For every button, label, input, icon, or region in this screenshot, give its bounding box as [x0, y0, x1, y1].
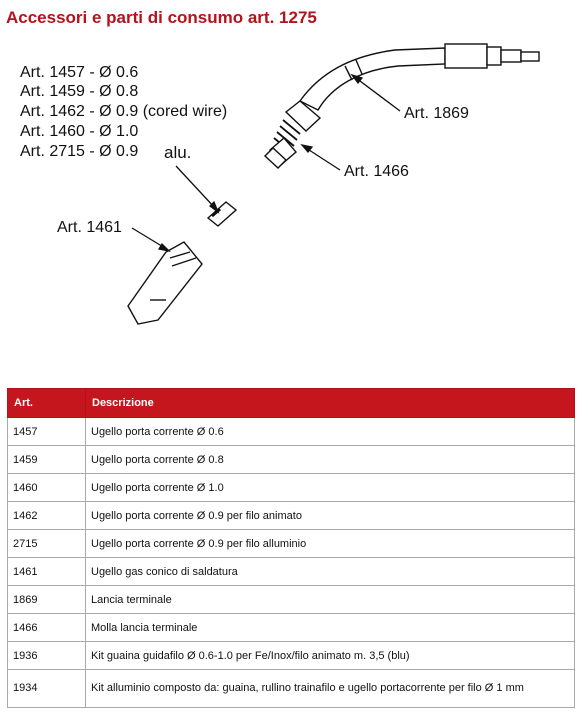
- list-item-2715: Art. 2715 - Ø 0.9: [20, 143, 139, 160]
- cell-art: 1457: [8, 418, 86, 446]
- list-item-1459: Art. 1459 - Ø 0.8: [20, 83, 139, 100]
- cell-descrizione: Ugello porta corrente Ø 0.9 per filo alluminio: [86, 530, 575, 558]
- cell-descrizione: Kit guaina guidafilo Ø 0.6-1.0 per Fe/Inox/filo animato m. 3,5 (blu): [86, 642, 575, 670]
- parts-diagram: [0, 38, 583, 368]
- cell-descrizione: Molla lancia terminale: [86, 614, 575, 642]
- cell-descrizione: Ugello porta corrente Ø 1.0: [86, 474, 575, 502]
- table-row: [8, 446, 575, 474]
- cell-art: 1869: [8, 586, 86, 614]
- label-1869: Art. 1869: [404, 105, 469, 122]
- table-row: [8, 502, 575, 530]
- leader-1869: [356, 78, 400, 111]
- table-row: [8, 670, 575, 708]
- table-row: [8, 474, 575, 502]
- cell-descrizione: Ugello porta corrente Ø 0.9 per filo animato: [86, 502, 575, 530]
- cell-descrizione: Ugello porta corrente Ø 0.8: [86, 446, 575, 474]
- cell-art: 2715: [8, 530, 86, 558]
- page-title: Accessori e parti di consumo art. 1275: [6, 8, 317, 27]
- list-item-1462: Art. 1462 - Ø 0.9 (cored wire): [20, 103, 228, 120]
- cell-descrizione: Ugello porta corrente Ø 0.6: [86, 418, 575, 446]
- table-row: [8, 614, 575, 642]
- cell-art: 1936: [8, 642, 86, 670]
- leader-2715: [176, 166, 215, 208]
- cell-art: 1461: [8, 558, 86, 586]
- cell-descrizione: Kit alluminio composto da: guaina, rullino trainafilo e ugello portacorrente per filo Ø 1 mm: [86, 670, 575, 708]
- cell-descrizione: Ugello gas conico di saldatura: [86, 558, 575, 586]
- cell-art: 1462: [8, 502, 86, 530]
- parts-table: [7, 388, 575, 708]
- table-header-row: [8, 389, 575, 418]
- leader-1461: [132, 228, 165, 248]
- list-item-1460: Art. 1460 - Ø 1.0: [20, 123, 139, 140]
- cell-art: 1466: [8, 614, 86, 642]
- cell-art: 1459: [8, 446, 86, 474]
- cell-art: 1934: [8, 670, 86, 708]
- table-row: [8, 642, 575, 670]
- cell-descrizione: Lancia terminale: [86, 586, 575, 614]
- list-item-1457: Art. 1457 - Ø 0.6: [20, 64, 139, 81]
- table-row: [8, 530, 575, 558]
- table-row: [8, 586, 575, 614]
- col-header-descrizione: Descrizione: [86, 389, 575, 418]
- gas-nozzle-illustration: [128, 242, 202, 324]
- leader-1466: [306, 148, 340, 170]
- label-1461: Art. 1461: [57, 219, 122, 236]
- table-row: [8, 418, 575, 446]
- table-row: [8, 558, 575, 586]
- label-1466: Art. 1466: [344, 163, 409, 180]
- alu-label: alu.: [164, 143, 192, 162]
- cell-art: 1460: [8, 474, 86, 502]
- col-header-art: Art.: [8, 389, 86, 418]
